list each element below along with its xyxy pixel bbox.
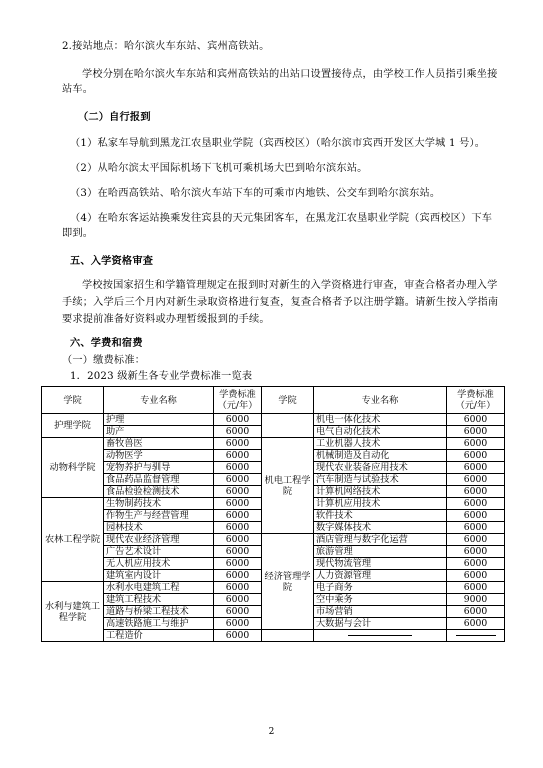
major-cell: 动物医学	[104, 450, 214, 462]
major-cell: 工业机器人技术	[314, 438, 447, 450]
major-cell: 现代物流管理	[314, 558, 447, 570]
header-college: 学院	[42, 387, 104, 414]
fee-cell: 6000	[447, 438, 505, 450]
empty-major-cell	[314, 630, 447, 642]
major-cell: 建筑工程技术	[104, 594, 214, 606]
header-major: 专业名称	[314, 387, 447, 414]
fee-cell: 6000	[214, 438, 262, 450]
self-report-item-3: （3）在哈西高铁站、哈尔滨火车站下车的可乘市内地铁、公交车到哈尔滨东站。	[70, 188, 441, 199]
heading-fee-standard: （一）缴费标准：	[62, 355, 146, 366]
fee-cell: 6000	[214, 474, 262, 486]
paragraph-pickup-desc-line1: 学校分别在哈尔滨火车东站和宾州高铁站的出站口设置接待点，由学校工作人员指引乘坐接	[82, 69, 498, 80]
fee-cell: 6000	[214, 462, 262, 474]
self-report-item-4-line1: （4）在哈东客运站换乘发往宾县的天元集团客车，在黑龙江农垦职业学院（宾西校区）下车	[70, 213, 493, 224]
empty-fee-cell	[447, 630, 505, 642]
fee-cell: 6000	[214, 534, 262, 546]
major-cell: 汽车制造与试验技术	[314, 474, 447, 486]
fee-cell: 6000	[447, 582, 505, 594]
header-college: 学院	[262, 387, 314, 414]
self-report-item-4-line2: 即到。	[62, 228, 94, 239]
fee-cell: 6000	[214, 486, 262, 498]
major-cell: 食品药品监督管理	[104, 474, 214, 486]
heading-fees: 六、学费和宿费	[70, 337, 143, 349]
major-cell: 食品检验检测技术	[104, 486, 214, 498]
fee-cell: 6000	[447, 414, 505, 426]
table-caption: 1．2023 级新生各专业学费标准一览表	[70, 371, 253, 382]
fee-cell: 6000	[447, 570, 505, 582]
dash-line	[456, 635, 496, 636]
major-cell: 电气自动化技术	[314, 426, 447, 438]
major-cell: 机械制造及自动化	[314, 450, 447, 462]
header-major: 专业名称	[104, 387, 214, 414]
fee-cell: 6000	[447, 450, 505, 462]
major-cell: 现代农业装备应用技术	[314, 462, 447, 474]
fee-cell: 6000	[214, 510, 262, 522]
major-cell: 旅游管理	[314, 546, 447, 558]
fee-cell: 6000	[214, 570, 262, 582]
fee-cell: 6000	[214, 618, 262, 630]
major-cell: 软件技术	[314, 510, 447, 522]
fee-cell: 6000	[447, 534, 505, 546]
fee-cell: 6000	[214, 426, 262, 438]
fee-cell: 6000	[447, 606, 505, 618]
major-cell: 市场营销	[314, 606, 447, 618]
fee-cell: 6000	[447, 618, 505, 630]
major-cell: 现代农业经济管理	[104, 534, 214, 546]
major-cell: 助产	[104, 426, 214, 438]
fee-cell: 6000	[447, 558, 505, 570]
paragraph-pickup-desc-line2: 站车。	[62, 84, 94, 95]
major-cell: 人力资源管理	[314, 570, 447, 582]
major-cell: 生物制药技术	[104, 498, 214, 510]
self-report-item-2: （2）从哈尔滨太平国际机场下飞机可乘机场大巴到哈尔滨东站。	[70, 163, 368, 174]
major-cell: 道路与桥梁工程技术	[104, 606, 214, 618]
fee-cell: 6000	[214, 606, 262, 618]
college-cell: 经济管理学院	[262, 534, 314, 630]
major-cell: 园林技术	[104, 522, 214, 534]
major-cell: 水利水电建筑工程	[104, 582, 214, 594]
admission-review-line3: 要求提前准备好资料或办理暂缓报到的手续。	[62, 314, 270, 325]
college-cell: 水利与建筑工程学院	[42, 582, 104, 642]
college-cell: 护理学院	[42, 414, 104, 438]
header-fee: 学费标准（元/年）	[214, 387, 262, 414]
fee-cell: 6000	[447, 546, 505, 558]
admission-review-line2: 手续；入学后三个月内对新生录取资格进行复查，复查合格者予以注册学籍。请新生按入学指南	[62, 297, 499, 308]
fee-cell: 6000	[214, 630, 262, 642]
fee-cell: 6000	[214, 582, 262, 594]
major-cell: 酒店管理与数字化运营	[314, 534, 447, 546]
college-cell: 农林工程学院	[42, 498, 104, 582]
major-cell: 机电一体化技术	[314, 414, 447, 426]
table-header-row	[42, 387, 505, 414]
fee-cell: 9000	[447, 594, 505, 606]
fee-cell: 6000	[447, 426, 505, 438]
fee-cell: 6000	[447, 522, 505, 534]
fee-cell: 6000	[214, 498, 262, 510]
major-cell: 高速铁路施工与维护	[104, 618, 214, 630]
table-row	[42, 630, 505, 642]
fee-cell: 6000	[214, 594, 262, 606]
admission-review-line1: 学校按国家招生和学籍管理规定在报到时对新生的入学资格进行审查，审查合格者办理入学	[82, 280, 498, 291]
header-fee: 学费标准（元/年）	[447, 387, 505, 414]
tuition-table	[41, 386, 505, 642]
major-cell: 计算机应用技术	[314, 498, 447, 510]
major-cell: 广告艺术设计	[104, 546, 214, 558]
college-cell: 动物科学院	[42, 438, 104, 498]
paragraph-pickup-location: 2.接站地点：哈尔滨火车东站、宾州高铁站。	[62, 41, 270, 52]
major-cell: 工程造价	[104, 630, 214, 642]
major-cell: 作物生产与经营管理	[104, 510, 214, 522]
fee-cell: 6000	[447, 510, 505, 522]
heading-admission-review: 五、入学资格审查	[70, 255, 154, 267]
major-cell: 护理	[104, 414, 214, 426]
fee-cell: 6000	[447, 498, 505, 510]
major-cell: 计算机网络技术	[314, 486, 447, 498]
major-cell: 建筑室内设计	[104, 570, 214, 582]
fee-cell: 6000	[447, 462, 505, 474]
heading-self-report: （二）自行报到	[78, 111, 151, 123]
college-cell: 机电工程学院	[262, 438, 314, 534]
fee-cell: 6000	[447, 486, 505, 498]
table-row	[42, 534, 505, 546]
major-cell: 无人机应用技术	[104, 558, 214, 570]
major-cell: 大数据与会计	[314, 618, 447, 630]
self-report-item-1: （1）私家车导航到黑龙江农垦职业学院（宾西校区）（哈尔滨市宾西开发区大学城 1 号）。	[70, 138, 486, 149]
major-cell: 宠物养护与驯导	[104, 462, 214, 474]
fee-cell: 6000	[214, 546, 262, 558]
dash-line	[348, 635, 412, 636]
fee-cell: 6000	[214, 522, 262, 534]
major-cell: 电子商务	[314, 582, 447, 594]
major-cell: 畜牧兽医	[104, 438, 214, 450]
major-cell: 空中乘务	[314, 594, 447, 606]
table-row	[42, 414, 505, 426]
fee-cell: 6000	[214, 450, 262, 462]
major-cell: 数字媒体技术	[314, 522, 447, 534]
fee-cell: 6000	[447, 474, 505, 486]
table-row	[42, 438, 505, 450]
page-number: 2	[268, 727, 275, 737]
college-cell-blank	[262, 414, 314, 438]
fee-cell: 6000	[214, 414, 262, 426]
fee-cell: 6000	[214, 558, 262, 570]
empty-cell-dash	[262, 630, 314, 642]
